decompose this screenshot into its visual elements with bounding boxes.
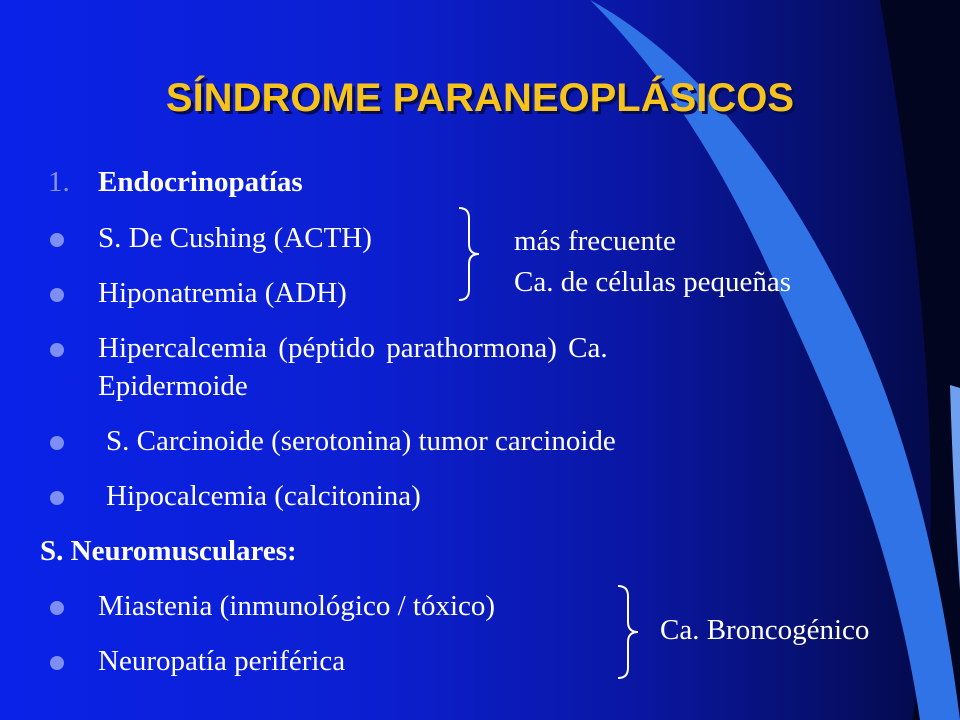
bullet-icon [50, 656, 64, 670]
item-neuropatia: Neuropatía periférica [98, 645, 346, 677]
bullet-icon [50, 288, 64, 302]
section-heading-endocrinopatias: Endocrinopatías [98, 166, 303, 198]
right-brace-icon [614, 584, 644, 680]
bullet-icon [50, 601, 64, 615]
item-hipercalcemia-continuation: Epidermoide [98, 370, 248, 402]
item-hiponatremia: Hiponatremia (ADH) [98, 277, 347, 309]
slide-title: SÍNDROME PARANEOPLÁSICOS [165, 76, 795, 120]
bullet-icon [50, 343, 64, 357]
item-carcinoide: S. Carcinoide (serotonina) tumor carcinoide [106, 425, 616, 457]
section-heading-neuromusculares: S. Neuromusculares: [40, 535, 297, 567]
item-cushing: S. De Cushing (ACTH) [98, 222, 372, 254]
right-brace-icon [455, 206, 485, 302]
note-celulas-pequenas: Ca. de células pequeñas [514, 266, 792, 298]
section-number: 1. [48, 166, 70, 198]
bullet-icon [50, 491, 64, 505]
note-broncogenico: Ca. Broncogénico [660, 614, 870, 646]
item-hipercalcemia: Hipercalcemia (péptido parathormona) Ca. [98, 332, 608, 364]
item-miastenia: Miastenia (inmunológico / tóxico) [98, 590, 496, 622]
bullet-icon [50, 436, 64, 450]
item-hipocalcemia: Hipocalcemia (calcitonina) [106, 480, 421, 512]
bullet-icon [50, 233, 64, 247]
note-mas-frecuente: más frecuente [514, 225, 676, 257]
